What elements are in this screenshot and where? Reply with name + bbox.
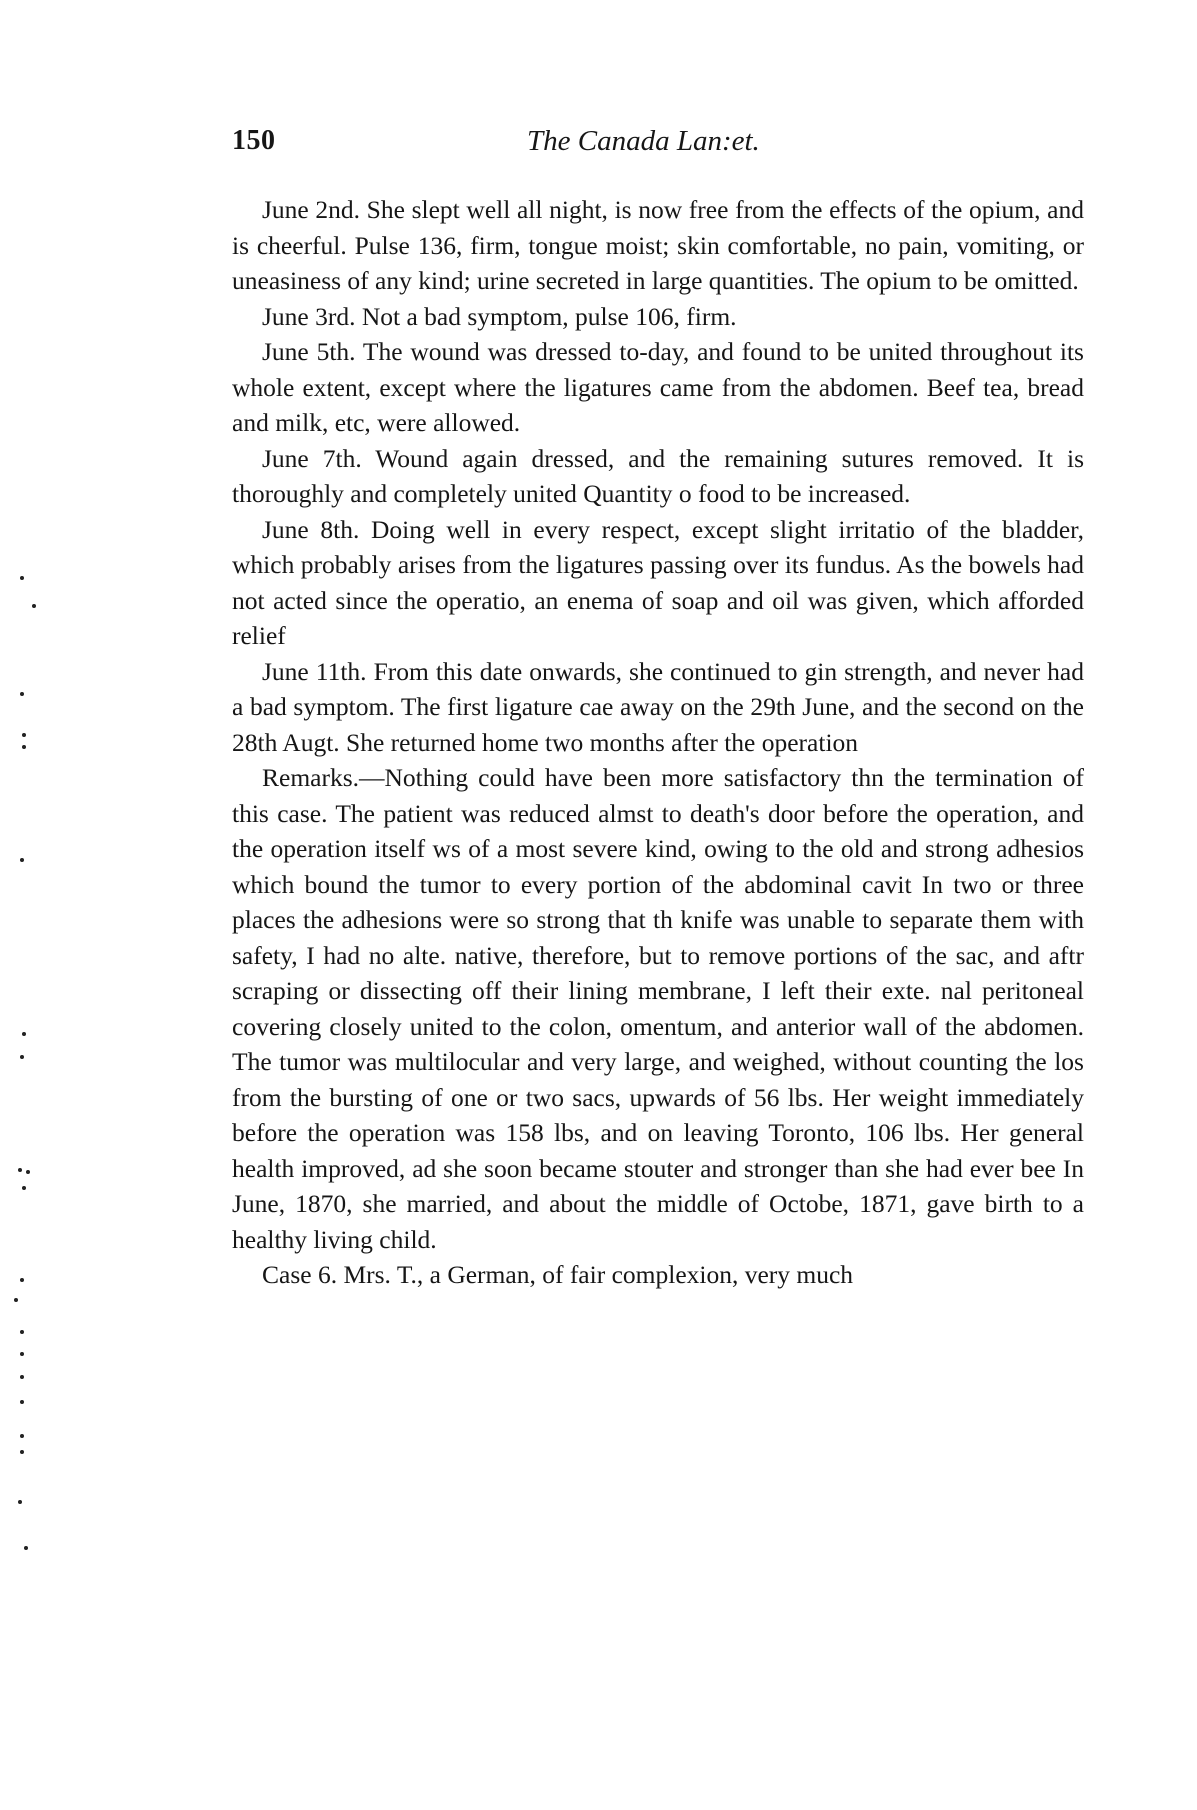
scan-speck: [20, 1375, 24, 1379]
paragraph-june-11th: June 11th. From this date onwards, she continued to gin strength, and never had a bad symptom. The first ligature cae away on the 29th June, and the second on the 28th Augt. She returned home two months after the operation: [232, 656, 1084, 757]
page-header: [232, 125, 1072, 165]
scan-speck: [22, 1186, 26, 1190]
scan-speck: [20, 858, 24, 862]
scan-speck: [18, 1500, 22, 1504]
paragraph-case-6: Case 6. Mrs. T., a German, of fair complexion, very much: [262, 1260, 854, 1289]
scan-speck: [22, 1032, 26, 1036]
paragraph-remarks: Remarks.—Nothing could have been more satisfactory thn the termination of this case. The patient was reduced almst to death's door before the operation, and the operation itself ws of a most severe kind, owing to the old and strong adhesios which bound the tumor to every portion of the abdominal cavit In two or three places the adhesions were so strong that th knife was unable to separate them with safety, I had no alte. native, therefore, but to remove portions of the sac, and aftr scraping or dissecting off their lining membrane, I left their exte. nal peritoneal covering closely united to the colon, omentum, and anterior wall of the abdomen. The tumor was multilocular and very large, and weighed, without counting the los from the bursting of one or two sacs, upwards of 56 lbs. Her weight immediately before the operation was 158 lbs, and on leaving Toronto, 106 lbs. Her general health improved, ad she soon became stouter and stronger than she had ever bee In June, 1870, she married, and about the middle of Octobe, 1871, gave birth to a healthy living child.: [232, 763, 1084, 1254]
scan-speck: [20, 692, 24, 696]
paragraph-june-7th: June 7th. Wound again dressed, and the remaining sutures removed. It is thoroughly and completely united Quantity o food to be increased.: [232, 443, 1084, 508]
running-title: The Canada Lan:et.: [527, 125, 760, 157]
scan-speck: [32, 604, 36, 608]
scan-speck: [20, 1352, 24, 1356]
paragraph-june-8th: June 8th. Doing well in every respect, except slight irritatio of the bladder, which probably arises from the ligatures passing over its fundus. As the bowels had not acted since the operatio, an enema of soap and oil was given, which afforded relief: [232, 514, 1084, 650]
scan-speck: [26, 1170, 30, 1174]
paragraph-june-2nd: June 2nd. She slept well all night, is now free from the effects of the opium, and is cheerful. Pulse 136, firm, tongue moist; skin comfortable, no pain, vomiting, or uneasiness of any kind; urine secreted in large quantities. The opium to be omitted.: [232, 195, 1084, 295]
scan-speck: [20, 1434, 24, 1438]
scan-margin-specks: [0, 0, 60, 1810]
page-number: 150: [232, 125, 276, 156]
article-body: [232, 192, 1084, 1293]
scan-speck: [18, 1168, 22, 1172]
paragraph-june-3rd: June 3rd. Not a bad symptom, pulse 106, firm.: [262, 301, 737, 331]
scan-speck: [20, 1330, 24, 1334]
scan-speck: [20, 1278, 24, 1282]
scan-speck: [20, 1450, 24, 1454]
scan-speck: [20, 576, 24, 580]
scan-speck: [22, 745, 26, 749]
paragraph-june-5th: June 5th. The wound was dressed to-day, and found to be united throughout its whole extent, except where the ligatures came from the abdomen. Beef tea, bread and milk, etc, were allowed.: [232, 337, 1084, 437]
scan-speck: [24, 1546, 28, 1550]
scan-speck: [14, 1298, 18, 1302]
scan-speck: [20, 1055, 24, 1059]
scan-speck: [20, 1400, 24, 1404]
scan-speck: [22, 733, 26, 737]
